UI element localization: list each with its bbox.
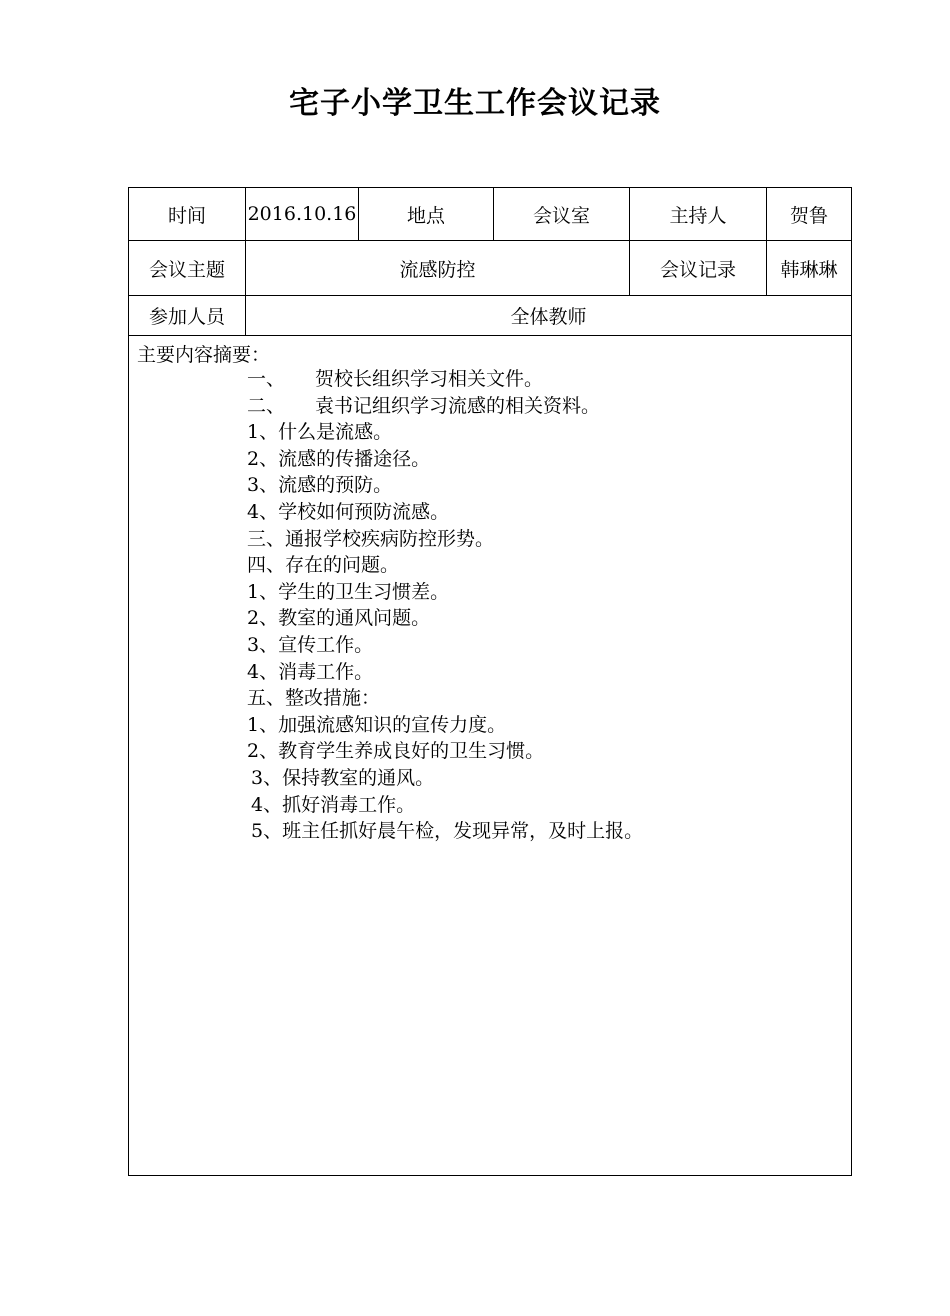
attendees-label: 参加人员 <box>129 296 246 336</box>
list-item-text: 贺校长组织学习相关文件。 <box>315 368 544 390</box>
list-item <box>247 738 643 765</box>
list-item-text: 三、通报学校疾病防控形势。 <box>247 527 495 550</box>
topic-value: 流感防控 <box>246 241 630 296</box>
list-item-text: 2、流感的传播途径。 <box>247 447 431 470</box>
list-item-text: 2、教育学生养成良好的卫生习惯。 <box>247 740 545 763</box>
list-item <box>247 499 643 526</box>
list-item <box>247 632 643 659</box>
place-value: 会议室 <box>494 188 630 241</box>
content-list <box>247 366 643 845</box>
list-item <box>247 605 643 632</box>
list-item <box>247 526 643 553</box>
document-title: 宅子小学卫生工作会议记录 <box>289 86 661 121</box>
list-item <box>247 818 643 845</box>
list-item <box>247 712 643 739</box>
list-item <box>247 552 643 579</box>
content-cell <box>129 336 852 1176</box>
meeting-record-table <box>128 187 852 1176</box>
time-label: 时间 <box>129 188 246 241</box>
attendees-value: 全体教师 <box>246 296 852 336</box>
content-summary-heading: 主要内容摘要： <box>137 344 271 366</box>
topic-label: 会议主题 <box>129 241 246 296</box>
list-item <box>247 419 643 446</box>
list-item-text: 2、教室的通风问题。 <box>247 607 431 630</box>
place-label: 地点 <box>359 188 494 241</box>
recorder-value: 韩琳琳 <box>767 241 852 296</box>
list-item-number: 二、 <box>247 394 286 417</box>
list-item-text: 1、加强流感知识的宣传力度。 <box>247 713 507 736</box>
list-item-text: 五、整改措施： <box>247 687 381 710</box>
list-item-text: 4、学校如何预防流感。 <box>247 500 450 523</box>
list-item <box>247 792 643 819</box>
list-item <box>247 685 643 712</box>
recorder-label: 会议记录 <box>630 241 767 296</box>
time-value: 2016.10.16 <box>246 188 359 241</box>
list-item <box>247 472 643 499</box>
list-item <box>247 765 643 792</box>
list-item-text: 3、流感的预防。 <box>247 474 393 497</box>
list-item-text: 1、学生的卫生习惯差。 <box>247 580 450 603</box>
host-value: 贺鲁 <box>767 188 852 241</box>
list-item-text: 4、消毒工作。 <box>247 660 374 683</box>
table-row <box>129 188 852 241</box>
list-item-text: 3、保持教室的通风。 <box>251 766 435 789</box>
list-item-text: 4、抓好消毒工作。 <box>251 793 416 816</box>
list-item-text: 1、什么是流感。 <box>247 421 393 444</box>
list-item <box>247 366 643 393</box>
table-row <box>129 336 852 1176</box>
list-item <box>247 446 643 473</box>
list-item <box>247 659 643 686</box>
table-row <box>129 241 852 296</box>
list-item-text: 四、存在的问题。 <box>247 554 400 577</box>
table-row <box>129 296 852 336</box>
list-item-text: 袁书记组织学习流感的相关资料。 <box>315 394 601 417</box>
list-item-text: 3、宣传工作。 <box>247 633 374 656</box>
list-item <box>247 579 643 606</box>
host-label: 主持人 <box>630 188 767 241</box>
list-item-number: 一、 <box>247 368 286 390</box>
list-item <box>247 393 643 420</box>
list-item-text: 5、班主任抓好晨午检，发现异常，及时上报。 <box>251 820 644 843</box>
